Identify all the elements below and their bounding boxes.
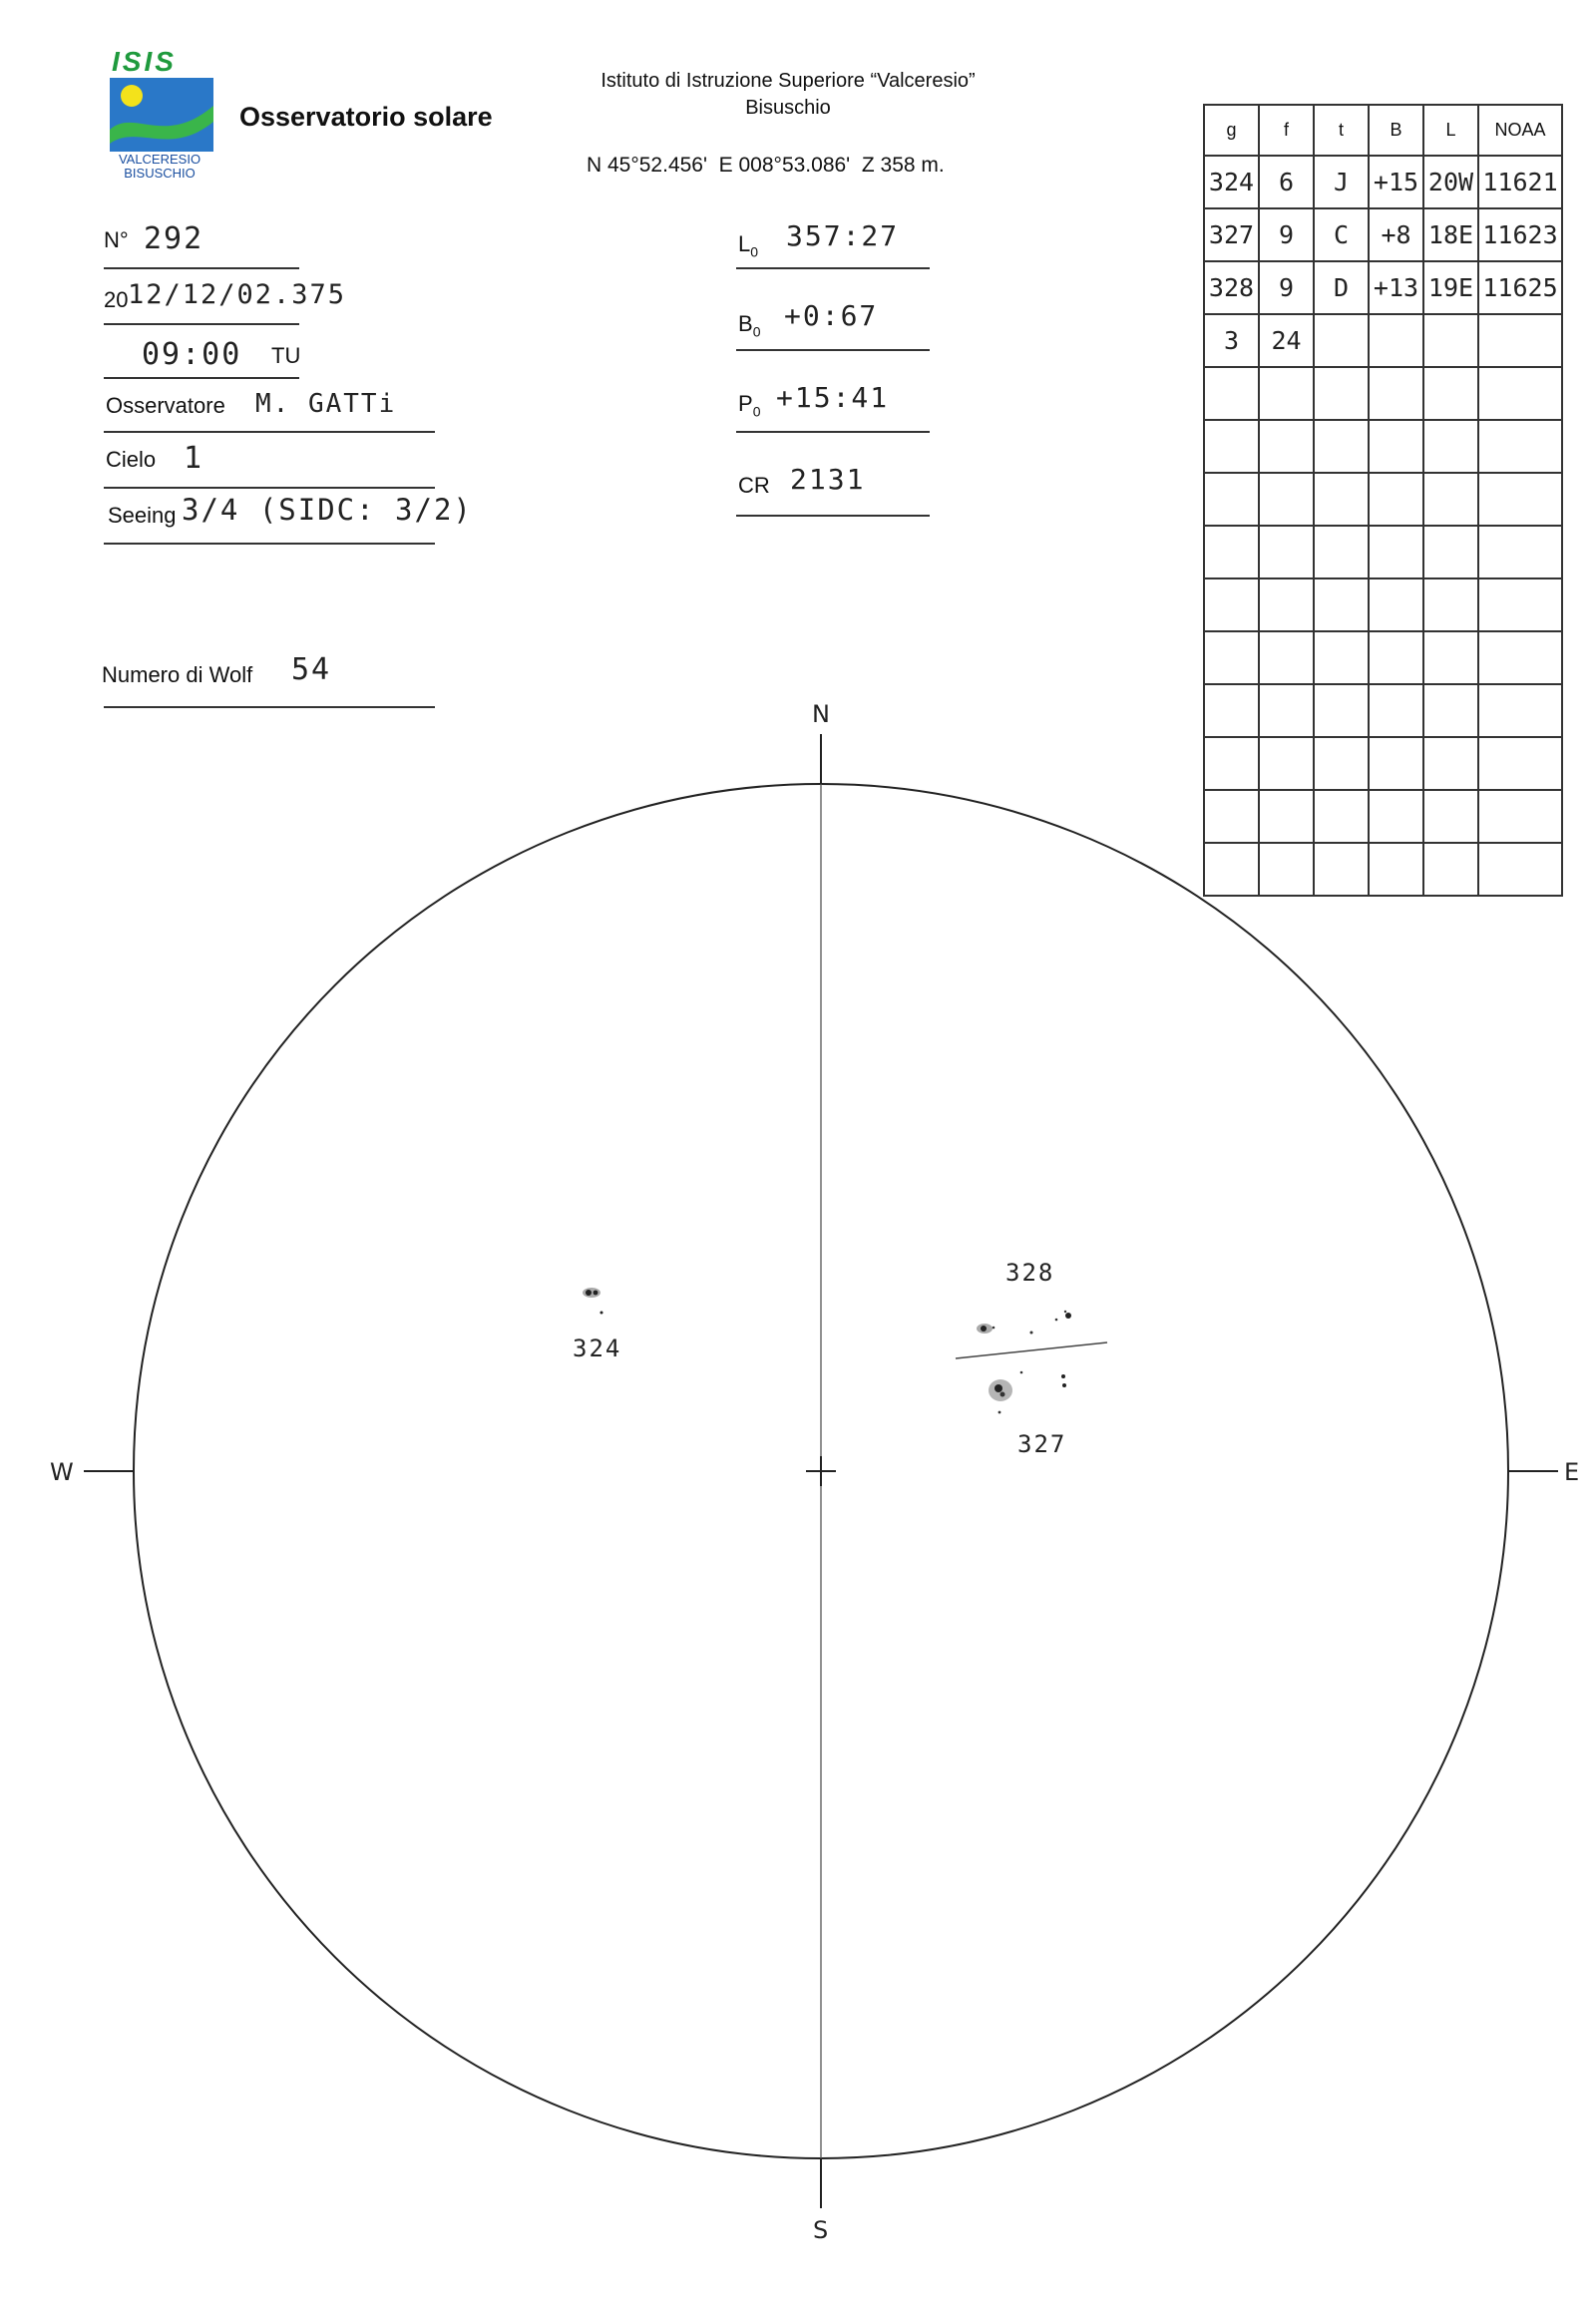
table-row [1204, 156, 1562, 208]
cell-empty [1259, 420, 1314, 473]
CR-underline [736, 515, 930, 517]
cell-f: 9 [1259, 208, 1314, 261]
L0-sub: 0 [750, 243, 759, 260]
table-row-empty [1204, 631, 1562, 684]
cell-empty [1478, 684, 1562, 737]
cell-empty [1259, 737, 1314, 790]
cell-empty [1369, 314, 1423, 367]
cell-empty [1314, 631, 1369, 684]
cell-empty [1259, 684, 1314, 737]
cell-empty [1478, 526, 1562, 578]
logo-title: ISIS [112, 46, 177, 77]
logo-emblem-icon [110, 78, 213, 152]
cell-empty [1369, 367, 1423, 420]
P0-underline [736, 431, 930, 433]
table-row-empty [1204, 737, 1562, 790]
cell-empty [1259, 790, 1314, 843]
observatory-title: Osservatorio solare [239, 102, 493, 132]
observer-label: Osservatore [106, 393, 225, 418]
date-underline [104, 323, 299, 325]
col-header-L: L [1423, 105, 1478, 156]
cell-empty [1423, 631, 1478, 684]
observer-value: M. GATTi [255, 389, 397, 419]
cell-empty [1478, 420, 1562, 473]
cell-t: J [1314, 156, 1369, 208]
seeing-value: 3/4 (SIDC: 3/2) [182, 493, 473, 527]
time-unit: TU [271, 343, 301, 368]
cell-g: 328 [1204, 261, 1259, 314]
date-value: 12/12/02.375 [128, 279, 347, 310]
B0-value: +0:67 [784, 299, 879, 332]
sunspot-group-327 [989, 1371, 1066, 1414]
col-header-B: B [1369, 105, 1423, 156]
cell-empty [1369, 420, 1423, 473]
cell-empty [1259, 526, 1314, 578]
cell-empty [1369, 737, 1423, 790]
table-row-empty [1204, 843, 1562, 896]
cell-empty [1423, 526, 1478, 578]
B0-underline [736, 349, 930, 351]
cell-empty [1423, 578, 1478, 631]
cell-empty [1314, 790, 1369, 843]
cell-L: 19E [1423, 261, 1478, 314]
date-prefix: 20 [104, 287, 129, 312]
cell-empty [1204, 420, 1259, 473]
table-row-total [1204, 314, 1562, 367]
wolf-value: 54 [291, 652, 332, 687]
P0-letter: P [738, 391, 753, 416]
cell-empty [1478, 578, 1562, 631]
col-header-f: f [1259, 105, 1314, 156]
P0-sub: 0 [752, 403, 761, 420]
cell-empty [1259, 473, 1314, 526]
L0-letter: L [738, 231, 751, 256]
group-register-table [1203, 104, 1563, 897]
cell-empty [1369, 631, 1423, 684]
cell-f: 9 [1259, 261, 1314, 314]
south-label: S [813, 2216, 829, 2244]
cell-t: C [1314, 208, 1369, 261]
cell-L: 20W [1423, 156, 1478, 208]
table-row-empty [1204, 473, 1562, 526]
cell-empty [1314, 684, 1369, 737]
seeing-label: Seeing [108, 503, 177, 528]
cell-empty [1204, 631, 1259, 684]
cell-empty [1204, 578, 1259, 631]
table-row-empty [1204, 420, 1562, 473]
table-row-empty [1204, 367, 1562, 420]
cell-empty [1204, 526, 1259, 578]
time-value: 09:00 [142, 337, 242, 372]
cell-f: 6 [1259, 156, 1314, 208]
B0-sub: 0 [752, 323, 761, 340]
cell-empty [1314, 314, 1369, 367]
seeing-underline [104, 543, 435, 545]
cell-g: 324 [1204, 156, 1259, 208]
cell-empty [1314, 526, 1369, 578]
group-label-324: 324 [573, 1335, 622, 1362]
L0-underline [736, 267, 930, 269]
cell-empty [1204, 367, 1259, 420]
cell-empty [1314, 367, 1369, 420]
cell-empty [1478, 631, 1562, 684]
cell-empty [1314, 843, 1369, 896]
group-label-328: 328 [1005, 1259, 1055, 1287]
cell-empty [1259, 631, 1314, 684]
cell-empty [1314, 578, 1369, 631]
table-row-empty [1204, 790, 1562, 843]
cell-empty [1259, 367, 1314, 420]
sunspot-group-328 [977, 1311, 1071, 1335]
time-underline [104, 377, 299, 379]
number-underline [104, 267, 299, 269]
cell-t: D [1314, 261, 1369, 314]
cell-empty [1423, 684, 1478, 737]
table-row [1204, 261, 1562, 314]
wolf-label: Numero di Wolf [102, 662, 253, 687]
wolf-underline [104, 706, 435, 708]
cell-noaa: 11625 [1478, 261, 1562, 314]
group-separator-line [956, 1342, 1107, 1358]
cell-B: +13 [1369, 261, 1423, 314]
solar-disk-outline [134, 784, 1508, 2158]
cell-empty [1259, 843, 1314, 896]
cell-B: +15 [1369, 156, 1423, 208]
CR-label: CR [738, 473, 770, 498]
cell-empty [1423, 790, 1478, 843]
cell-empty [1478, 790, 1562, 843]
observer-underline [104, 431, 435, 433]
cell-empty [1314, 737, 1369, 790]
sky-underline [104, 487, 435, 489]
cell-empty [1423, 367, 1478, 420]
logo [108, 46, 217, 186]
logo-line1: VALCERESIO [118, 152, 201, 167]
cell-empty [1259, 578, 1314, 631]
cell-empty [1423, 737, 1478, 790]
sunspot-group-324 [583, 1288, 603, 1315]
institute-line2: Bisuschio [745, 97, 831, 119]
cell-empty [1314, 473, 1369, 526]
cell-L: 18E [1423, 208, 1478, 261]
logo-line2: BISUSCHIO [124, 166, 196, 181]
col-header-g: g [1204, 105, 1259, 156]
cell-empty [1369, 578, 1423, 631]
cell-empty [1369, 790, 1423, 843]
cell-B: +8 [1369, 208, 1423, 261]
number-value: 292 [144, 221, 204, 256]
cell-empty [1478, 367, 1562, 420]
group-label-327: 327 [1017, 1430, 1067, 1458]
institute-name [519, 68, 1057, 122]
cell-empty [1369, 684, 1423, 737]
col-header-t: t [1314, 105, 1369, 156]
sky-value: 1 [184, 441, 204, 476]
cell-empty [1204, 843, 1259, 896]
cell-empty [1478, 314, 1562, 367]
east-label: E [1564, 1458, 1580, 1486]
cell-empty [1204, 473, 1259, 526]
cell-empty [1204, 737, 1259, 790]
cell-empty [1369, 843, 1423, 896]
empty-rows [1204, 367, 1562, 896]
table-row [1204, 208, 1562, 261]
institute-line1: Istituto di Istruzione Superiore “Valceresio” [600, 70, 976, 92]
L0-value: 357:27 [786, 219, 900, 252]
cell-empty [1423, 473, 1478, 526]
P0-label [738, 391, 760, 419]
cell-empty [1369, 473, 1423, 526]
north-label: N [812, 700, 830, 728]
CR-value: 2131 [790, 463, 866, 496]
cell-empty [1369, 526, 1423, 578]
cell-empty [1423, 843, 1478, 896]
table-row-empty [1204, 526, 1562, 578]
cell-g: 327 [1204, 208, 1259, 261]
cell-empty [1204, 790, 1259, 843]
B0-letter: B [738, 311, 753, 336]
cell-empty [1423, 420, 1478, 473]
B0-label [738, 311, 760, 339]
col-header-noaa: NOAA [1478, 105, 1562, 156]
coordinates: N 45°52.456' E 008°53.086' Z 358 m. [587, 154, 945, 177]
sky-label: Cielo [106, 447, 157, 472]
cell-noaa: 11623 [1478, 208, 1562, 261]
number-label: N° [104, 227, 129, 252]
L0-label [738, 231, 758, 259]
table-row-empty [1204, 684, 1562, 737]
table-row-empty [1204, 578, 1562, 631]
cell-empty [1478, 473, 1562, 526]
cell-total-spots: 24 [1259, 314, 1314, 367]
cell-empty [1423, 314, 1478, 367]
table-header-row [1204, 105, 1562, 156]
cell-empty [1314, 420, 1369, 473]
cell-total-groups: 3 [1204, 314, 1259, 367]
P0-value: +15:41 [776, 381, 890, 414]
cell-empty [1478, 843, 1562, 896]
cell-empty [1204, 684, 1259, 737]
cell-noaa: 11621 [1478, 156, 1562, 208]
west-label: W [50, 1458, 74, 1486]
cell-empty [1478, 737, 1562, 790]
